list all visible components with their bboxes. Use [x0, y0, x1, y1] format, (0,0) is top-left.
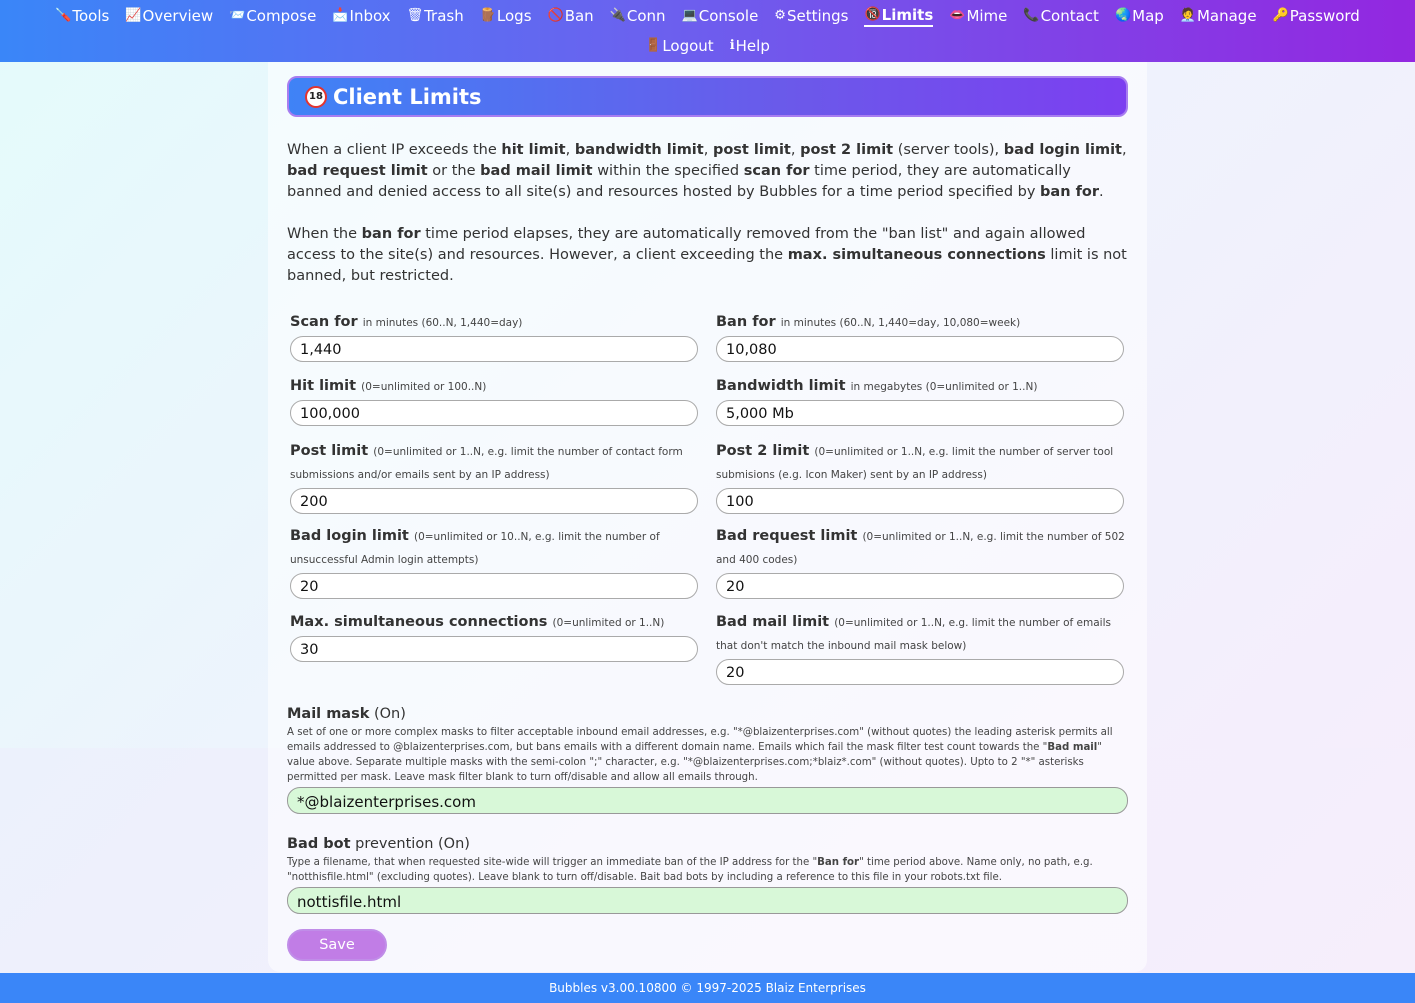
- bandwidth-limit-hint: in megabytes (0=unlimited or 1..N): [850, 381, 1038, 393]
- footer: Bubbles v3.00.10800 © 1997-2025 Blaiz Enterprises: [0, 973, 1415, 1003]
- post2-limit-hint: (0=unlimited or 1..N, e.g. limit the number of server tool submisions (e.g. Icon Maker) sent by an IP address): [716, 446, 1114, 481]
- logs-icon: 🪵: [479, 8, 496, 23]
- nav-password-label: Password: [1289, 7, 1360, 25]
- nav-row-2: [0, 36, 1415, 56]
- inbox-icon: 📩: [332, 8, 349, 23]
- max-connections-hint: (0=unlimited or 1..N): [552, 617, 665, 629]
- plug-icon: 🔌: [609, 8, 626, 23]
- scan-for-field: [290, 311, 700, 362]
- max-connections-label: Max. simultaneous connections: [290, 614, 548, 630]
- post-limit-input[interactable]: [290, 488, 698, 514]
- nav-tools[interactable]: [55, 5, 109, 27]
- trash-icon: 🗑: [406, 8, 424, 23]
- nav-logs[interactable]: [480, 5, 532, 27]
- intro-paragraph-2: When the ban for time period elapses, they are automatically removed from the "ban list" and again allowed access to the site(s) and resources. However, a client exceeding the max. simultaneous connections limit is not banned, but restricted.: [287, 226, 1127, 284]
- nav-mime[interactable]: [949, 5, 1007, 27]
- limits-icon: 🔞: [864, 7, 881, 22]
- bandwidth-limit-input[interactable]: [716, 400, 1124, 426]
- max-connections-input[interactable]: [290, 636, 698, 662]
- bad-login-limit-label: Bad login limit: [290, 528, 409, 544]
- nav-conn-label: Conn: [626, 7, 666, 25]
- ban-for-label: Ban for: [716, 314, 776, 330]
- mail-mask-description: A set of one or more complex masks to filter acceptable inbound email addresses, e.g. "*@blaizenterprises.com" (without quotes) the leading asterisk permits all emails addressed to @blaizenterprises.com, but bans emails with a different domain name. Emails which fail the mask filter test count towards the "Bad mail" value above. Separate multiple masks with the semi-colon ";" character, e.g. "*@blaizenterprises.com;*blaiz*.com" (without quotes). Upto to 2 "*" asterisks permitted per mask. Leave mask filter blank to turn off/disable and allow all emails through.: [287, 727, 1113, 783]
- chart-icon: 📈: [125, 8, 142, 23]
- limits-icon: 18: [305, 86, 327, 108]
- post-limit-label: Post limit: [290, 443, 369, 459]
- nav-mime-label: Mime: [966, 7, 1008, 25]
- bad-login-limit-hint: (0=unlimited or 10..N, e.g. limit the number of unsuccessful Admin login attempts): [290, 531, 660, 566]
- info-icon: ℹ: [729, 38, 735, 53]
- nav-limits[interactable]: [864, 5, 933, 27]
- bad-mail-limit-label: Bad mail limit: [716, 614, 830, 630]
- nav-overview[interactable]: [125, 5, 213, 27]
- bad-request-limit-hint: (0=unlimited or 1..N, e.g. limit the number of 502 and 400 codes): [716, 531, 1125, 566]
- page-title: Client Limits: [333, 84, 482, 109]
- bad-bot-label: Bad bot: [287, 836, 351, 852]
- screwdriver-icon: 🪛: [55, 8, 72, 23]
- compose-icon: 📨: [229, 8, 246, 23]
- post2-limit-label: Post 2 limit: [716, 443, 810, 459]
- intro-paragraph-1: When a client IP exceeds the hit limit, bandwidth limit, post limit, post 2 limit (server tools), bad login limit, bad request limit or the bad mail limit within the specified scan for time period, they are automatically banned and denied access to all site(s) and resources hosted by Bubbles for a time period specified by ban for.: [287, 142, 1127, 200]
- nav-map[interactable]: [1115, 5, 1164, 27]
- bad-request-limit-label: Bad request limit: [716, 528, 858, 544]
- hit-limit-input[interactable]: [290, 400, 698, 426]
- hit-limit-field: [290, 375, 700, 426]
- hit-limit-hint: (0=unlimited or 100..N): [361, 381, 487, 393]
- console-icon: 💻: [681, 8, 698, 23]
- door-icon: 🚪: [645, 38, 662, 53]
- nav-compose[interactable]: [229, 5, 316, 27]
- globe-icon: 🌏: [1114, 8, 1132, 23]
- nav-help-label: Help: [735, 37, 770, 55]
- max-connections-field: [290, 611, 700, 662]
- scan-for-label: Scan for: [290, 314, 358, 330]
- nav-console-label: Console: [698, 7, 759, 25]
- bad-mail-limit-field: [716, 611, 1126, 685]
- bad-bot-description: Type a filename, that when requested site-wide will trigger an immediate ban of the IP address for the "Ban for" time period above. Name only, no path, e.g. "notthisfile.html" (excluding quotes). Leave blank to turn off/disable. Bait bad bots by including a reference to this file in your robots.txt file.: [287, 857, 1093, 883]
- nav-settings[interactable]: [774, 5, 848, 27]
- bad-bot-section: [287, 834, 1128, 914]
- mime-icon: 👄: [949, 8, 966, 23]
- mail-mask-section: [287, 704, 1128, 814]
- hit-limit-label: Hit limit: [290, 378, 357, 394]
- mail-mask-label: Mail mask: [287, 706, 370, 722]
- nav-manage-label: Manage: [1196, 7, 1257, 25]
- nav-inbox-label: Inbox: [349, 7, 391, 25]
- scan-for-input[interactable]: [290, 336, 698, 362]
- page-title-bar: [287, 76, 1128, 117]
- nav-compose-label: Compose: [246, 7, 317, 25]
- ban-icon: 🚫: [547, 8, 564, 23]
- bad-request-limit-field: [716, 525, 1126, 599]
- mail-mask-status: (On): [373, 706, 406, 722]
- nav-manage[interactable]: [1180, 5, 1257, 27]
- key-icon: 🔑: [1272, 8, 1289, 23]
- nav-ban-label: Ban: [564, 7, 594, 25]
- scan-for-hint: in minutes (60..N, 1,440=day): [362, 317, 523, 329]
- phone-icon: 📞: [1023, 8, 1040, 23]
- bad-login-limit-field: [290, 525, 700, 599]
- nav-tools-label: Tools: [72, 7, 110, 25]
- nav-contact[interactable]: [1023, 5, 1099, 27]
- nav-map-label: Map: [1132, 7, 1164, 25]
- nav-limits-label: Limits: [881, 6, 934, 24]
- nav-help[interactable]: [730, 36, 770, 56]
- nav-password[interactable]: [1273, 5, 1360, 27]
- save-button[interactable]: Save: [287, 929, 387, 961]
- nav-inbox[interactable]: [332, 5, 390, 27]
- top-navigation: [0, 0, 1415, 62]
- bad-mail-limit-hint: (0=unlimited or 1..N, e.g. limit the number of emails that don't match the inbound mail mask below): [716, 617, 1111, 652]
- nav-logout-label: Logout: [662, 37, 714, 55]
- nav-logs-label: Logs: [496, 7, 532, 25]
- nav-trash[interactable]: [407, 5, 464, 27]
- bandwidth-limit-field: [716, 375, 1126, 426]
- nav-contact-label: Contact: [1040, 7, 1099, 25]
- nav-logout[interactable]: [645, 36, 714, 56]
- bad-mail-limit-input[interactable]: [716, 659, 1124, 685]
- nav-settings-label: Settings: [786, 7, 849, 25]
- post2-limit-input[interactable]: [716, 488, 1124, 514]
- bandwidth-limit-label: Bandwidth limit: [716, 378, 846, 394]
- post-limit-field: [290, 440, 700, 514]
- gear-icon: ⚙: [774, 8, 786, 23]
- post2-limit-field: [716, 440, 1126, 514]
- bad-request-limit-input[interactable]: [716, 573, 1124, 599]
- nav-ban[interactable]: [548, 5, 594, 27]
- mail-mask-input[interactable]: [287, 787, 1128, 814]
- nav-console[interactable]: [682, 5, 759, 27]
- bad-bot-status: prevention (On): [355, 836, 470, 852]
- nav-row-1: [0, 5, 1415, 27]
- ban-for-input[interactable]: [716, 336, 1124, 362]
- bad-login-limit-input[interactable]: [290, 573, 698, 599]
- ban-for-field: [716, 311, 1126, 362]
- manager-icon: 🧑‍💼: [1179, 8, 1196, 23]
- post-limit-hint: (0=unlimited or 1..N, e.g. limit the number of contact form submissions and/or emails sent by an IP address): [290, 446, 683, 481]
- nav-conn[interactable]: [610, 5, 666, 27]
- bad-bot-input[interactable]: [287, 887, 1128, 914]
- nav-overview-label: Overview: [142, 7, 214, 25]
- ban-for-hint: in minutes (60..N, 1,440=day, 10,080=week): [780, 317, 1021, 329]
- nav-trash-label: Trash: [424, 7, 464, 25]
